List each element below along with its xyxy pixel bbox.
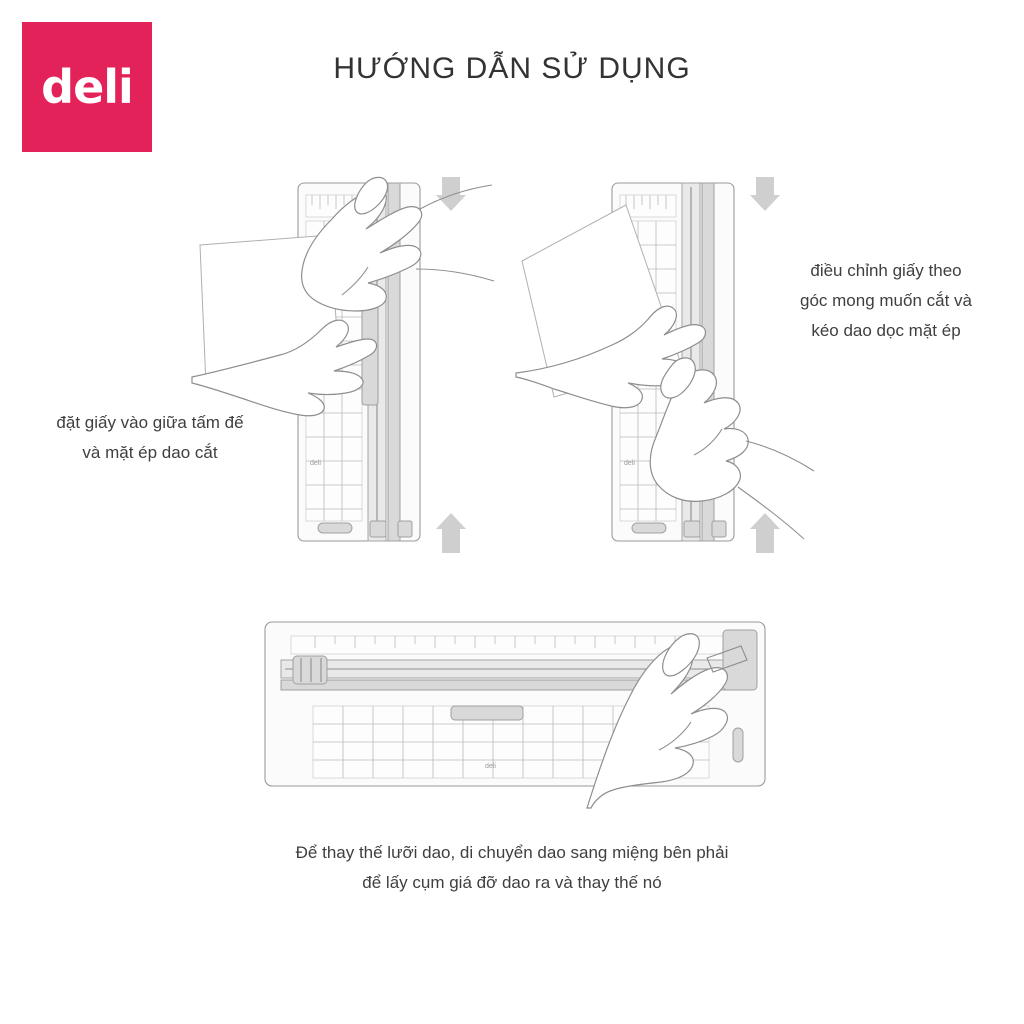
figure-step-2	[560, 165, 860, 555]
figure-step-3	[255, 610, 775, 810]
blade-holder-bay	[723, 630, 757, 690]
brand-logo	[22, 22, 152, 152]
caption-step-1-line-1: đặt giấy vào giữa tấm đế	[56, 413, 244, 432]
caption-step-2-line-3: kéo dao dọc mặt ép	[811, 321, 961, 340]
arrow-up-icon	[750, 513, 780, 553]
brand-logo-text: deli	[41, 60, 133, 114]
diagram-step-2	[560, 165, 860, 555]
caption-step-1	[20, 408, 280, 468]
device-label: deli	[310, 460, 321, 467]
caption-step-2-line-2: góc mong muốn cắt và	[800, 291, 972, 310]
arrow-up-icon	[436, 513, 466, 553]
page-title: HƯỚNG DẪN SỬ DỤNG	[333, 52, 691, 86]
figure-step-1	[210, 165, 510, 555]
caption-step-1-line-2: và mặt ép dao cắt	[82, 443, 218, 462]
arrow-down-icon	[436, 177, 466, 211]
device-label: deli	[624, 460, 635, 467]
caption-step-3	[162, 838, 862, 898]
diagram-step-3	[255, 610, 775, 810]
blade-slider	[293, 656, 327, 684]
caption-step-2-line-1: điều chỉnh giấy theo	[810, 261, 962, 280]
caption-step-2	[762, 256, 1010, 346]
caption-step-3-line-2: để lấy cụm giá đỡ dao ra và thay thế nó	[362, 873, 662, 892]
diagram-step-1	[210, 165, 510, 555]
caption-step-3-line-1: Để thay thế lưỡi dao, di chuyển dao sang miệng bên phải	[295, 843, 729, 862]
device-label: deli	[485, 763, 496, 770]
arrow-down-icon	[750, 177, 780, 211]
